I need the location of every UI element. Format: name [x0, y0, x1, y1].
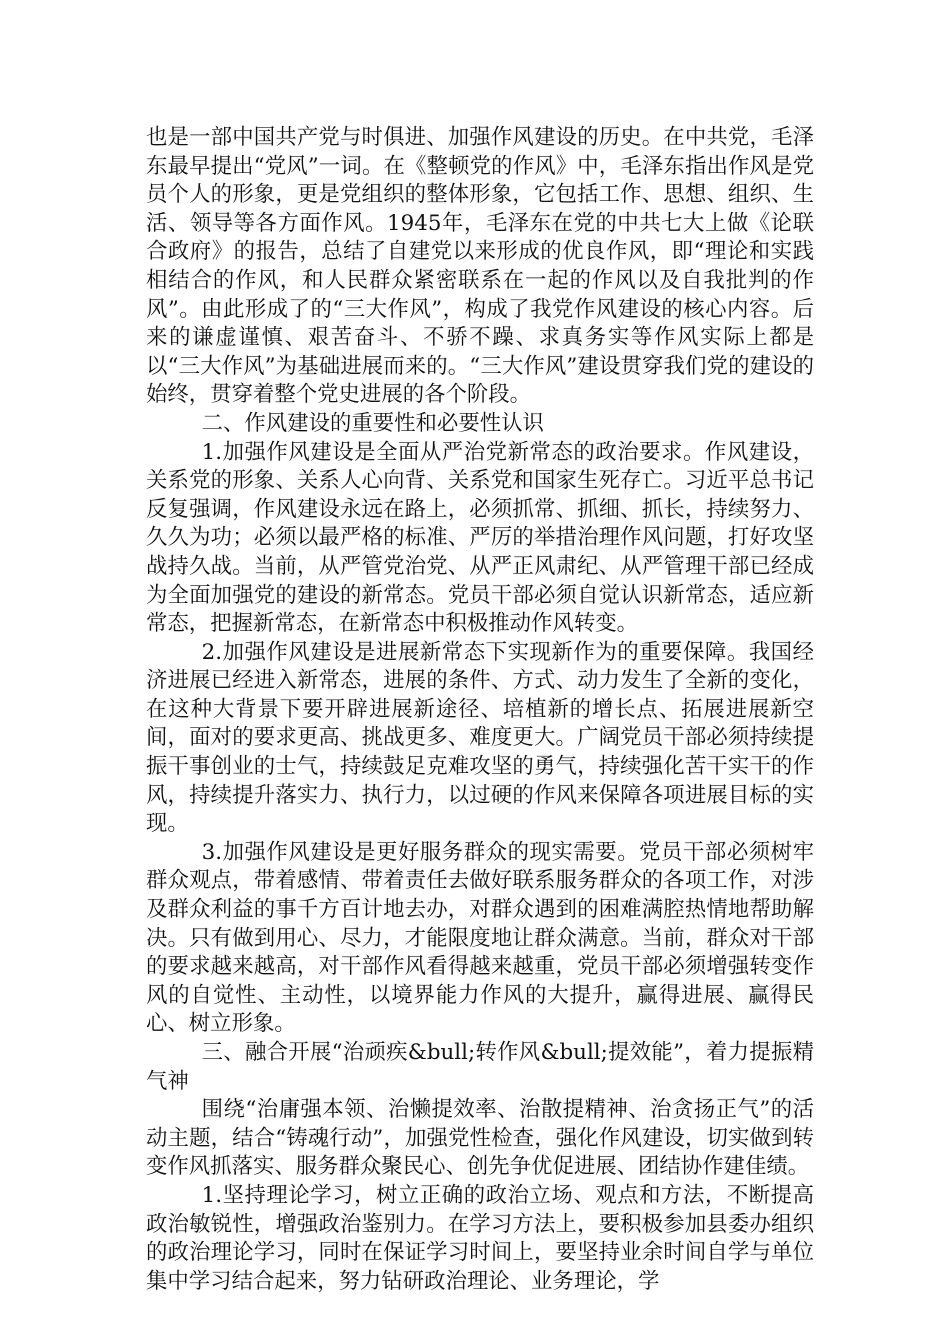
- body-paragraph: 2.加强作风建设是进展新常态下实现新作为的重要保障。我国经济进展已经进入新常态，进展的条件、方式、动力发生了全新的变化，在这种大背景下要开辟进展新途径、培植新的增长点、拓展进展新空间，面对的要求更高、挑战更多、难度更大。广阔党员干部必须持续提振干事创业的士气，持续鼓足克难攻坚的勇气，持续强化苦干实干的作风，持续提升落实力、执行力，以过硬的作风来保障各项进展目标的实现。: [146, 639, 814, 837]
- body-paragraph: 也是一部中国共产党与时俱进、加强作风建设的历史。在中共党，毛泽东最早提出“党风”一词。在《整顿党的作风》中，毛泽东指出作风是党员个人的形象，更是党组织的整体形象，它包括工作、思想、组织、生活、领导等各方面作风。1945年，毛泽东在党的中共七大上做《论联合政府》的报告，总结了自建党以来形成的优良作风，即“理论和实践相结合的作风，和人民群众紧密联系在一起的作风以及自我批判的作风”。由此形成了的“三大作风”，构成了我党作风建设的核心内容。后来的谦虚谨慎、艰苦奋斗、不骄不躁、求真务实等作风实际上都是以“三大作风”为基础进展而来的。“三大作风”建设贯穿我们党的建设的始终，贯穿着整个党史进展的各个阶段。: [146, 125, 814, 408]
- body-paragraph: 3.加强作风建设是更好服务群众的现实需要。党员干部必须树牢群众观点，带着感情、带着责任去做好联系服务群众的各项工作，对涉及群众利益的事千方百计地去办，对群众遇到的困难满腔热情地帮助解决。只有做到用心、尽力，才能限度地让群众满意。当前，群众对干部的要求越来越高，对干部作风看得越来越重，党员干部必须增强转变作风的自觉性、主动性，以境界能力作风的大提升，赢得进展、赢得民心、树立形象。: [146, 839, 814, 1037]
- document-page: [146, 124, 814, 1296]
- body-paragraph: 围绕“治庸强本领、治懒提效率、治散提精神、治贪扬正气”的活动主题，结合“铸魂行动”，加强党性检查，强化作风建设，切实做到转变作风抓落实、服务群众聚民心、创先争优促进展、团结协作建佳绩。: [146, 1097, 814, 1180]
- section-heading: 三、融合开展“治顽疾&bull;转作风&bull;提效能”，着力提振精气神: [146, 1040, 814, 1094]
- body-paragraph: 1.坚持理论学习，树立正确的政治立场、观点和方法，不断提高政治敏锐性，增强政治鉴别力。在学习方法上，要积极参加县委办组织的政治理论学习，同时在保证学习时间上，要坚持业余时间自学与单位集中学习结合起来，努力钻研政治理论、业务理论，学: [146, 1182, 814, 1294]
- body-paragraph: 1.加强作风建设是全面从严治党新常态的政治要求。作风建设，关系党的形象、关系人心向背、关系党和国家生死存亡。习近平总书记反复强调，作风建设永远在路上，必须抓常、抓细、抓长，持续努力、久久为功；必须以最严格的标准、严厉的举措治理作风问题，打好攻坚战持久战。当前，从严管党治党、从严正风肃纪、从严管理干部已经成为全面加强党的建设的新常态。党员干部必须自觉认识新常态，适应新常态，把握新常态，在新常态中积极推动作风转变。: [146, 439, 814, 637]
- section-heading: 二、作风建设的重要性和必要性认识: [201, 410, 544, 436]
